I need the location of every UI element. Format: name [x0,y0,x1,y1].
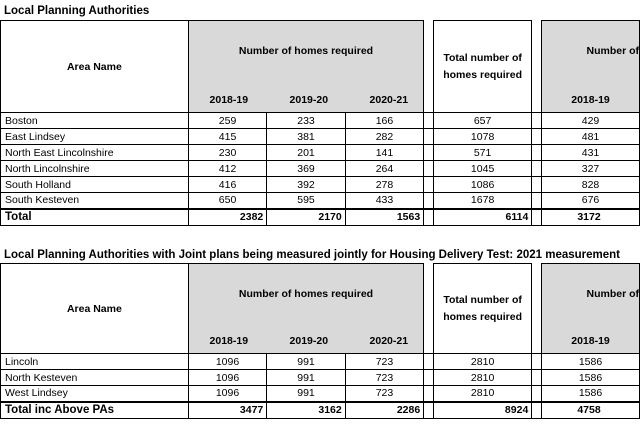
total-homes-header: Total number of homes required [433,264,531,354]
value-cell: 1586 [542,386,640,402]
total-value-cell: 6114 [433,209,531,226]
value-cell: 1096 [188,386,266,402]
area-name-cell: North Lincolnshire [1,161,189,177]
number-of-label: Number of [586,288,639,300]
homes-required-header [188,21,423,113]
value-cell: 381 [267,129,345,145]
section2-header-row [1,264,640,354]
section1-table [0,20,640,226]
area-name-header: Area Name [1,21,189,113]
value-cell: 828 [542,177,640,193]
value-cell: 650 [188,193,266,209]
period-header: 2018-19 [571,94,610,106]
period-header: 2018-19 [571,335,610,347]
value-cell: 230 [188,145,266,161]
value-cell: 282 [345,129,423,145]
value-cell: 433 [345,193,423,209]
value-cell: 416 [188,177,266,193]
table-row [1,161,640,177]
value-cell: 259 [188,113,266,129]
value-cell: 723 [345,370,423,386]
value-cell: 278 [345,177,423,193]
value-cell: 1096 [188,354,266,370]
period-header: 2018-19 [209,94,249,106]
total-cell: 1678 [433,193,531,209]
section2-table [0,263,640,419]
value-cell: 1096 [188,370,266,386]
total-cell: 1045 [433,161,531,177]
table-row [1,177,640,193]
total-cell: 571 [433,145,531,161]
value-cell: 233 [267,113,345,129]
value-cell: 595 [267,193,345,209]
area-name-cell: North Kesteven [1,370,189,386]
value-cell: 141 [345,145,423,161]
value-cell: 429 [542,113,640,129]
number-of-label: Number of [586,45,639,57]
table-row [1,354,640,370]
value-cell: 723 [345,386,423,402]
homes-required-label: Number of homes required [238,288,374,300]
area-name-cell: West Lindsey [1,386,189,402]
total-value-cell: 3477 [188,402,266,419]
total-value-cell: 2286 [345,402,423,419]
total-cell: 2810 [433,386,531,402]
value-cell: 412 [188,161,266,177]
total-value-cell: 3162 [267,402,345,419]
totals-label: Total inc Above PAs [1,402,189,419]
value-cell: 201 [267,145,345,161]
value-cell: 392 [267,177,345,193]
section1-title: Local Planning Authorities [4,5,150,17]
table-row [1,193,640,209]
table-row [1,113,640,129]
total-cell: 2810 [433,370,531,386]
value-cell: 723 [345,354,423,370]
value-cell: 327 [542,161,640,177]
value-cell: 991 [267,386,345,402]
totals-row [1,209,640,226]
value-cell: 1586 [542,370,640,386]
value-cell: 369 [267,161,345,177]
total-cell: 1086 [433,177,531,193]
total-value-cell: 4758 [542,402,640,419]
total-value-cell: 1563 [345,209,423,226]
totals-label: Total [1,209,189,226]
homes-required-label: Number of homes required [238,45,374,57]
value-cell: 1586 [542,354,640,370]
value-cell: 991 [267,354,345,370]
area-name-cell: South Kesteven [1,193,189,209]
table-row [1,386,640,402]
total-homes-header: Total number of homes required [433,21,531,113]
section1-header-row [1,21,640,113]
table-row [1,129,640,145]
total-cell: 2810 [433,354,531,370]
area-name-cell: South Holland [1,177,189,193]
area-name-cell: Boston [1,113,189,129]
area-name-cell: North East Lincolnshire [1,145,189,161]
period-header: 2020-21 [369,94,409,106]
period-header: 2018-19 [209,335,249,347]
value-cell: 166 [345,113,423,129]
area-name-cell: Lincoln [1,354,189,370]
total-cell: 657 [433,113,531,129]
period-header: 2019-20 [289,94,329,106]
value-cell: 481 [542,129,640,145]
total-value-cell: 2170 [267,209,345,226]
section2-title: Local Planning Authorities with Joint plans being measured jointly for Housing Delivery Test: 2021 measurement [4,249,621,261]
area-name-header: Area Name [1,264,189,354]
totals-row [1,402,640,419]
period-header: 2020-21 [369,335,409,347]
number-of-header [542,21,640,113]
table-row [1,370,640,386]
total-cell: 1078 [433,129,531,145]
total-value-cell: 3172 [542,209,640,226]
homes-required-header [188,264,423,354]
total-value-cell: 8924 [433,402,531,419]
table-row [1,145,640,161]
value-cell: 431 [542,145,640,161]
value-cell: 676 [542,193,640,209]
area-name-cell: East Lindsey [1,129,189,145]
number-of-header [542,264,640,354]
period-header: 2019-20 [289,335,329,347]
value-cell: 991 [267,370,345,386]
value-cell: 264 [345,161,423,177]
total-value-cell: 2382 [188,209,266,226]
value-cell: 415 [188,129,266,145]
